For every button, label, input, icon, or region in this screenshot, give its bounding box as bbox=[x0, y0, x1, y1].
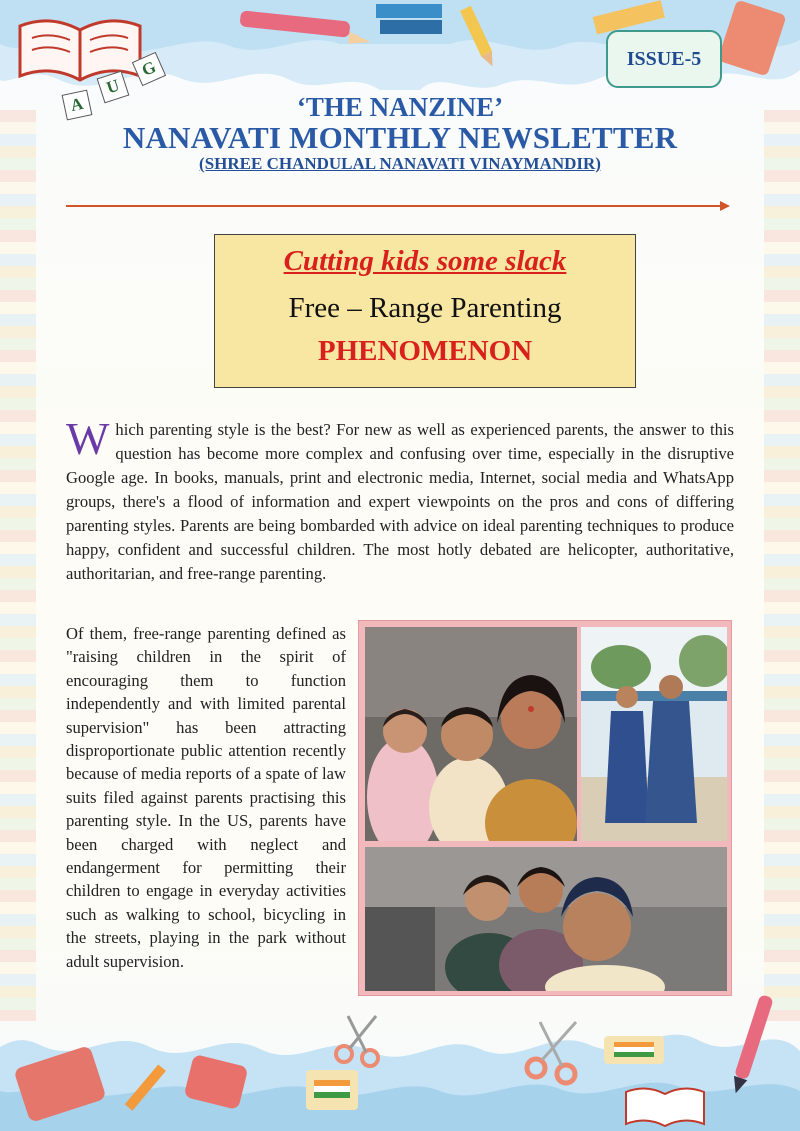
intro-text: hich parenting style is the best? For new as well as experienced parents, the answer to this question has become more complex and confusing over time, especially in the disruptive Google age. In books, manuals, print and electronic media, Internet, social media and WhatsApp groups, there's a flood of information and expert viewpoints on the pros and cons of differing parenting styles. Parents are being bombarded with advice on ideal parenting techniques to produce happy, confident and successful children. The most hotly debated are helicopter, authoritative, authoritarian, and free-range parenting. bbox=[66, 420, 734, 583]
article-kicker: Cutting kids some slack bbox=[283, 245, 567, 277]
article-title-box bbox=[214, 234, 636, 388]
photo-mother-daughter bbox=[581, 627, 727, 841]
photo-collage bbox=[358, 620, 732, 996]
newsletter-name: ‘THE NANZINE’ bbox=[296, 92, 504, 122]
left-pencil-border bbox=[0, 110, 36, 1021]
sharpener-icon bbox=[178, 1050, 258, 1120]
pen-icon bbox=[230, 4, 380, 44]
scissors-large-icon bbox=[520, 1016, 590, 1086]
newsletter-title: NANAVATI MONTHLY NEWSLETTER bbox=[122, 120, 678, 155]
pencil-bottom-icon bbox=[112, 1060, 172, 1130]
open-book-bottom-icon bbox=[620, 1080, 710, 1130]
month-tile-2: U bbox=[97, 71, 130, 104]
scissors-icon bbox=[330, 1010, 390, 1070]
school-name: (SHREE CHANDULAL NANAVATI VINAYMANDIR) bbox=[199, 154, 601, 173]
issue-badge: ISSUE-5 bbox=[606, 30, 722, 88]
photo-family-selfie bbox=[365, 627, 577, 841]
notebook-icon bbox=[720, 0, 790, 80]
article-subhead: PHENOMENON bbox=[317, 335, 533, 367]
pen-bottom-icon bbox=[718, 990, 788, 1100]
article-headline: Free – Range Parenting bbox=[288, 292, 562, 324]
header-divider bbox=[66, 200, 730, 212]
masthead bbox=[0, 92, 800, 174]
month-tile-1: A bbox=[62, 90, 93, 121]
intro-paragraph bbox=[66, 413, 734, 586]
flag-sharpener-icon bbox=[598, 1030, 678, 1070]
drop-cap: W bbox=[66, 413, 110, 464]
body-paragraph: Of them, free-range parenting defined as "raising children in the spirit of encouraging them to function independently and with limited parental supervision" has been attracting disproportionate public attention recently because of media reports of a spate of law suits filed against parents practising this parenting style. In the US, parents have been charged with neglect and endangerment for permitting their children to engage in everyday activities such as walking to school, bicycling in the streets, playing in the park without adult supervision. bbox=[66, 624, 346, 971]
diary-icon bbox=[6, 1046, 116, 1126]
photo-group-selfie bbox=[365, 847, 727, 991]
book-stack-icon bbox=[370, 0, 450, 42]
month-tile-3: G bbox=[132, 52, 166, 86]
pencil-icon bbox=[440, 6, 520, 76]
right-pencil-border bbox=[764, 110, 800, 1021]
